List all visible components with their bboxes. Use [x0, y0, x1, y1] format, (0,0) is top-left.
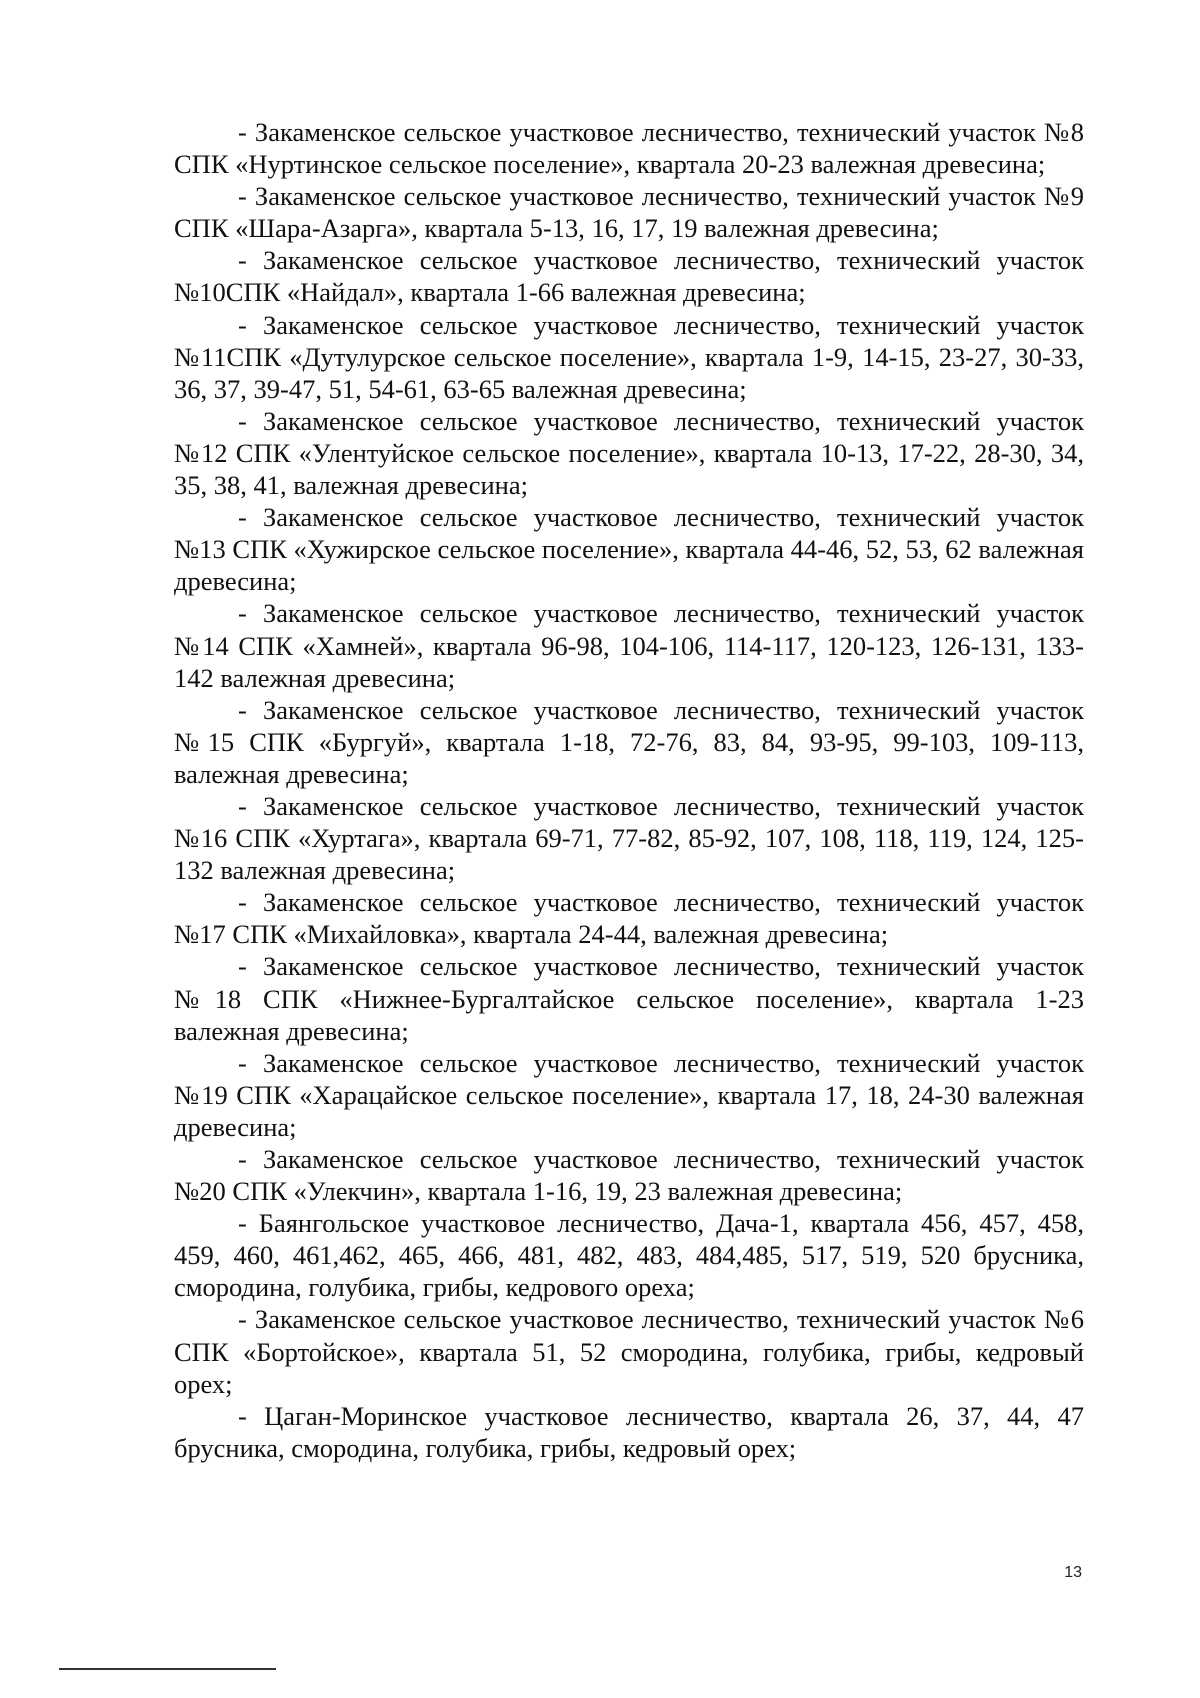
paragraph-section-11: - Закаменское сельское участковое лесничество, технический участок №11СПК «Дутулурское сельское поселение», квартала 1-9, 14-15, 23-27, 30-33, 36, 37, 39-47, 51, 54-61, 63-65 валежная древесина; — [174, 309, 1084, 404]
paragraph-section-17: - Закаменское сельское участковое лесничество, технический участок №17 СПК «Михайловка», квартала 24-44, валежная древесина; — [174, 887, 1084, 950]
paragraph-section-19: - Закаменское сельское участковое лесничество, технический участок №19 СПК «Харацайское сельское поселение», квартала 17, 18, 24-30 валежная древесина; — [174, 1047, 1084, 1142]
paragraph-tsagan-morin: - Цаган-Моринское участковое лесничество, квартала 26, 37, 44, 47 брусника, смородина, голубика, грибы, кедровый орех; — [174, 1400, 1084, 1463]
document-body — [174, 116, 1084, 1464]
paragraph-section-13: - Закаменское сельское участковое лесничество, технический участок №13 СПК «Хужирское сельское поселение», квартала 44-46, 52, 53, 62 валежная древесина; — [174, 502, 1084, 597]
footnote-divider — [59, 1668, 276, 1670]
paragraph-section-20: - Закаменское сельское участковое лесничество, технический участок №20 СПК «Улекчин», квартала 1-16, 19, 23 валежная древесина; — [174, 1144, 1084, 1207]
paragraph-section-8: - Закаменское сельское участковое лесничество, технический участок №8 СПК «Нуртинское сельское поселение», квартала 20-23 валежная древесина; — [174, 117, 1084, 180]
paragraph-section-9: - Закаменское сельское участковое лесничество, технический участок №9 СПК «Шара-Азарга», квартала 5-13, 16, 17, 19 валежная древесина; — [174, 181, 1084, 244]
paragraph-section-16: - Закаменское сельское участковое лесничество, технический участок №16 СПК «Хуртага», квартала 69-71, 77-82, 85-92, 107, 108, 118, 119, 124, 125-132 валежная древесина; — [174, 790, 1084, 886]
paragraph-section-15: - Закаменское сельское участковое лесничество, технический участок №15 СПК «Бургуй», квартала 1-18, 72-76, 83, 84, 93-95, 99-103, 109-113, валежная древесина; — [174, 694, 1084, 789]
paragraph-section-14: - Закаменское сельское участковое лесничество, технический участок №14 СПК «Хамней», квартала 96-98, 104-106, 114-117, 120-123, 126-131, 133-142 валежная древесина; — [174, 598, 1084, 693]
paragraph-section-12: - Закаменское сельское участковое лесничество, технический участок №12 СПК «Улентуйское сельское поселение», квартала 10-13, 17-22, 28-30, 34, 35, 38, 41, валежная древесина; — [174, 405, 1084, 501]
paragraph-bayangol: - Баянгольское участковое лесничество, Дача-1, квартала 456, 457, 458, 459, 460, 461,462, 465, 466, 481, 482, 483, 484,485, 517, 519, 520 брусника, смородина, голубика, грибы, кедрового ореха; — [174, 1208, 1084, 1303]
page-number: 13 — [1064, 1564, 1082, 1581]
paragraph-section-6: - Закаменское сельское участковое лесничество, технический участок №6 СПК «Бортойское», квартала 51, 52 смородина, голубика, грибы, кедровый орех; — [174, 1304, 1084, 1399]
paragraph-section-10: - Закаменское сельское участковое лесничество, технический участок №10СПК «Найдал», квартала 1-66 валежная древесина; — [174, 245, 1084, 308]
paragraph-section-18: - Закаменское сельское участковое лесничество, технический участок №18 СПК «Нижнее-Бургалтайское сельское поселение», квартала 1-23 валежная древесина; — [174, 951, 1084, 1046]
